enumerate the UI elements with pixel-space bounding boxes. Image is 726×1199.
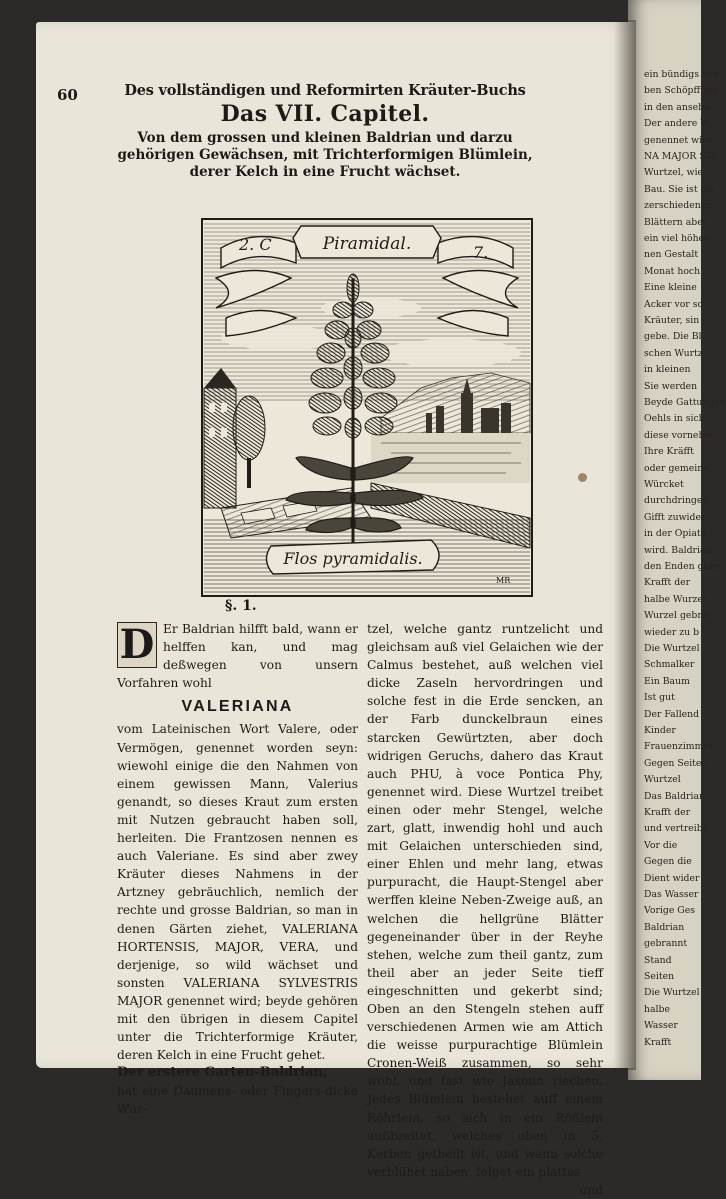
facing-page-line: ein viel höher xyxy=(644,233,709,244)
facing-page-line: in den ansehli xyxy=(644,101,711,113)
facing-page-line: Baldrian xyxy=(644,921,685,933)
facing-page-line: Würcket xyxy=(644,479,684,490)
engraver-mark: MR xyxy=(496,576,511,585)
chapter-title: Das VII. Capitel. xyxy=(220,101,430,127)
book-gutter-shadow xyxy=(614,20,636,1070)
facing-page-line: Sie werden xyxy=(644,380,698,392)
banner-text: Piramidal. xyxy=(322,234,412,254)
plate-number-right: 7. xyxy=(473,243,489,262)
house-left xyxy=(204,368,236,508)
facing-page-line: Gegen Seiten xyxy=(644,757,708,769)
facing-page-line: Krafft der xyxy=(644,577,691,589)
facing-page-line: nen Gestalt xyxy=(644,249,699,261)
facing-page-line: Wasser xyxy=(644,1020,678,1032)
facing-page-line: wird. Baldrian xyxy=(644,544,712,556)
facing-page-line: Dient wider xyxy=(644,872,700,884)
facing-page-line: Krafft der xyxy=(644,807,691,818)
facing-page-line: Stand xyxy=(644,954,672,966)
facing-page-line: durchdringen xyxy=(644,495,709,507)
facing-page-line: Gifft zuwider xyxy=(644,511,706,523)
facing-page-line: Vor die xyxy=(644,839,678,851)
running-head: Des vollständigen und Reformirten Kräuter-Buchs xyxy=(124,82,526,99)
facing-page-line: gebe. Die Bl xyxy=(644,331,702,343)
facing-page-line: den Enden gebr xyxy=(644,561,720,572)
left-column xyxy=(117,620,358,1119)
page-number: 60 xyxy=(57,86,78,104)
plate-number-left: 2. C xyxy=(239,235,272,254)
facing-page-line: Der andere W xyxy=(644,118,710,130)
facing-page xyxy=(628,0,726,1080)
bold-heading: Der erstere Garten-Baldrian, xyxy=(117,1065,328,1081)
facing-page-line: Eine kleine xyxy=(644,282,697,294)
facing-page-line: Der Fallend xyxy=(644,708,700,720)
facing-page-line: Das Baldrian xyxy=(644,790,705,802)
facing-page-line: genennet wird, xyxy=(644,134,716,146)
facing-page-line: Beyde Gattungen xyxy=(644,397,726,408)
facing-page-line: gebrannt xyxy=(644,938,688,950)
facing-page-line: Wurtzel, wie xyxy=(644,167,704,179)
facing-page-line: Oehls in sich, xyxy=(644,413,708,425)
facing-page-line: oder gemeine xyxy=(644,462,709,474)
scroll-caption: Flos pyramidalis. xyxy=(283,549,423,568)
dropcap: D xyxy=(117,622,157,668)
facing-page-line: Gegen die xyxy=(644,856,692,868)
facing-page-line: Acker vor so xyxy=(644,298,704,310)
facing-page-line: Wurtzel xyxy=(644,774,681,786)
left-closing: hat eine Daumens- oder Fingers-dicke Wur- xyxy=(117,1084,358,1117)
facing-page-line: Seiten xyxy=(644,971,675,982)
right-paragraph: tzel, welche gantz runtzelicht und gleichsam auß viel Gelaichen wie der Calmus bestehet, auß welchen viel dicke Zaseln hervordringen und solche fest in die Erde sencken, an der Farb dunckelbraun eines starcken Gewürtzten, aber doch widrigen Geruchs, dahero das Kraut auch PHU, à voce Pontica Phy, genennet wird. Diese Wurtzel treibet einen oder mehr Stengel, welche zart, glatt, inwendig hohl und auch mit Gelaichen unterschieden sind, einer Ehlen und mehr lang, etwas purpuracht, die Haupt-Stengel aber werffen kleine Neben-Zweige auß, an welchen die hellgrüne Blätter gegeneinander über in der Reyhe stehen, welche zum theil gantz, zum theil aber an jeder Seite tieff eingeschnitten und gekerbt sind; Oben an den Stengeln stehen auff verschiedenen Armen wie am Attich die weisse purpurachtige Blümlein Cronen-Weiß zusammen, so sehr wohl, und fast wie Jasmin riechen. Jedes Blümlein bestehet auff einem Röhrlein, so sich in ein Rößlein außbreitet, welches oben in 5. Kerben getheilt ist, und wann solche verblühet haben, folget ein plattes xyxy=(367,622,603,1179)
facing-page-line: Die Wurtzel xyxy=(644,987,700,999)
copperplate-engraving xyxy=(201,218,533,597)
right-column xyxy=(367,620,603,1199)
facing-page-line: Die Wurtzel xyxy=(644,643,700,654)
facing-page-line: halbe xyxy=(644,1003,670,1015)
facing-page-line: Blättern aber xyxy=(644,216,708,228)
facing-page-line: Schmalker xyxy=(644,659,695,671)
chapter-subtitle: Von dem grossen und kleinen Baldrian und darzu gehörigen Gewächsen, mit Trichterformigen Blümlein, derer Kelch in eine Frucht wächset. xyxy=(117,130,533,180)
facing-page-line: Kinder xyxy=(644,725,676,736)
facing-page-line: Bau. Sie ist gle xyxy=(644,183,715,195)
facing-page-line: und vertreibt xyxy=(644,823,707,835)
facing-page-line: ben Schöpffung xyxy=(644,85,719,97)
ink-blot xyxy=(578,473,587,482)
facing-page-line: in der Opiata xyxy=(644,528,707,540)
facing-page-line: halbe Wurzel xyxy=(644,593,706,605)
intro-text: Er Baldrian hilfft bald, wann er helffen kan, und mag deßwegen von unsern Vorfahren wohl xyxy=(117,622,358,691)
left-paragraph: vom Lateinischen Wort Valere, oder Vermögen, genennet worden seyn: wiewohl einige die den Nahmen von einem gewissen Mann, Valerius genandt, so dieses Kraut zum ersten mit Nutzen gebraucht haben soll, herleiten. Die Frantzosen nennen es auch Valeriane. Es sind aber zwey Kräuter dieses Nahmens in der Artzney gebräuchlich, nemlich der rechte und grosse Baldrian, so man in denen Gärten ziehet, VALERIANA HORTENSIS, MAJOR, VERA, und derjenige, so wild wächset und sonsten VALERIANA SYLVESTRIS MAJOR genennet wird; beyde gehören mit den übrigen in diesem Capitel unter die Trichterformige Kräuter, deren Kelch in eine Frucht gehet. xyxy=(117,722,358,1063)
facing-page-line: Kräuter, sin xyxy=(644,315,700,326)
facing-page-line: Ihre Kräfft xyxy=(644,446,694,458)
page-header xyxy=(57,82,560,181)
facing-page-line: Das Wasser xyxy=(644,889,699,900)
catchword: und xyxy=(579,1182,603,1197)
facing-page-line: Wurzel gebra xyxy=(644,610,708,622)
facing-page-line: Vorige Ges xyxy=(644,905,695,917)
facing-page-line: Krafft xyxy=(644,1036,672,1048)
facing-page-line: ein bündigs Sch xyxy=(644,69,720,80)
facing-page-line: Ist gut xyxy=(644,692,675,704)
facing-page-line: Ein Baum xyxy=(644,675,690,687)
facing-page-line: wieder zu b xyxy=(644,626,700,638)
facing-page-line: schen Wurtz xyxy=(644,347,703,359)
facing-page-line: in kleinen xyxy=(644,364,691,376)
facing-page-line: zerschiedenen xyxy=(644,200,713,212)
facing-page-line: Monat hoch. xyxy=(644,265,704,277)
facing-page-line: NA MAJOR SYL xyxy=(644,151,719,162)
facing-page-line: diese vornehm xyxy=(644,429,714,441)
latin-name: VALERIANA xyxy=(181,698,294,716)
section-mark: §. 1. xyxy=(225,598,257,614)
facing-page-line: Frauenzimmer xyxy=(644,741,714,753)
